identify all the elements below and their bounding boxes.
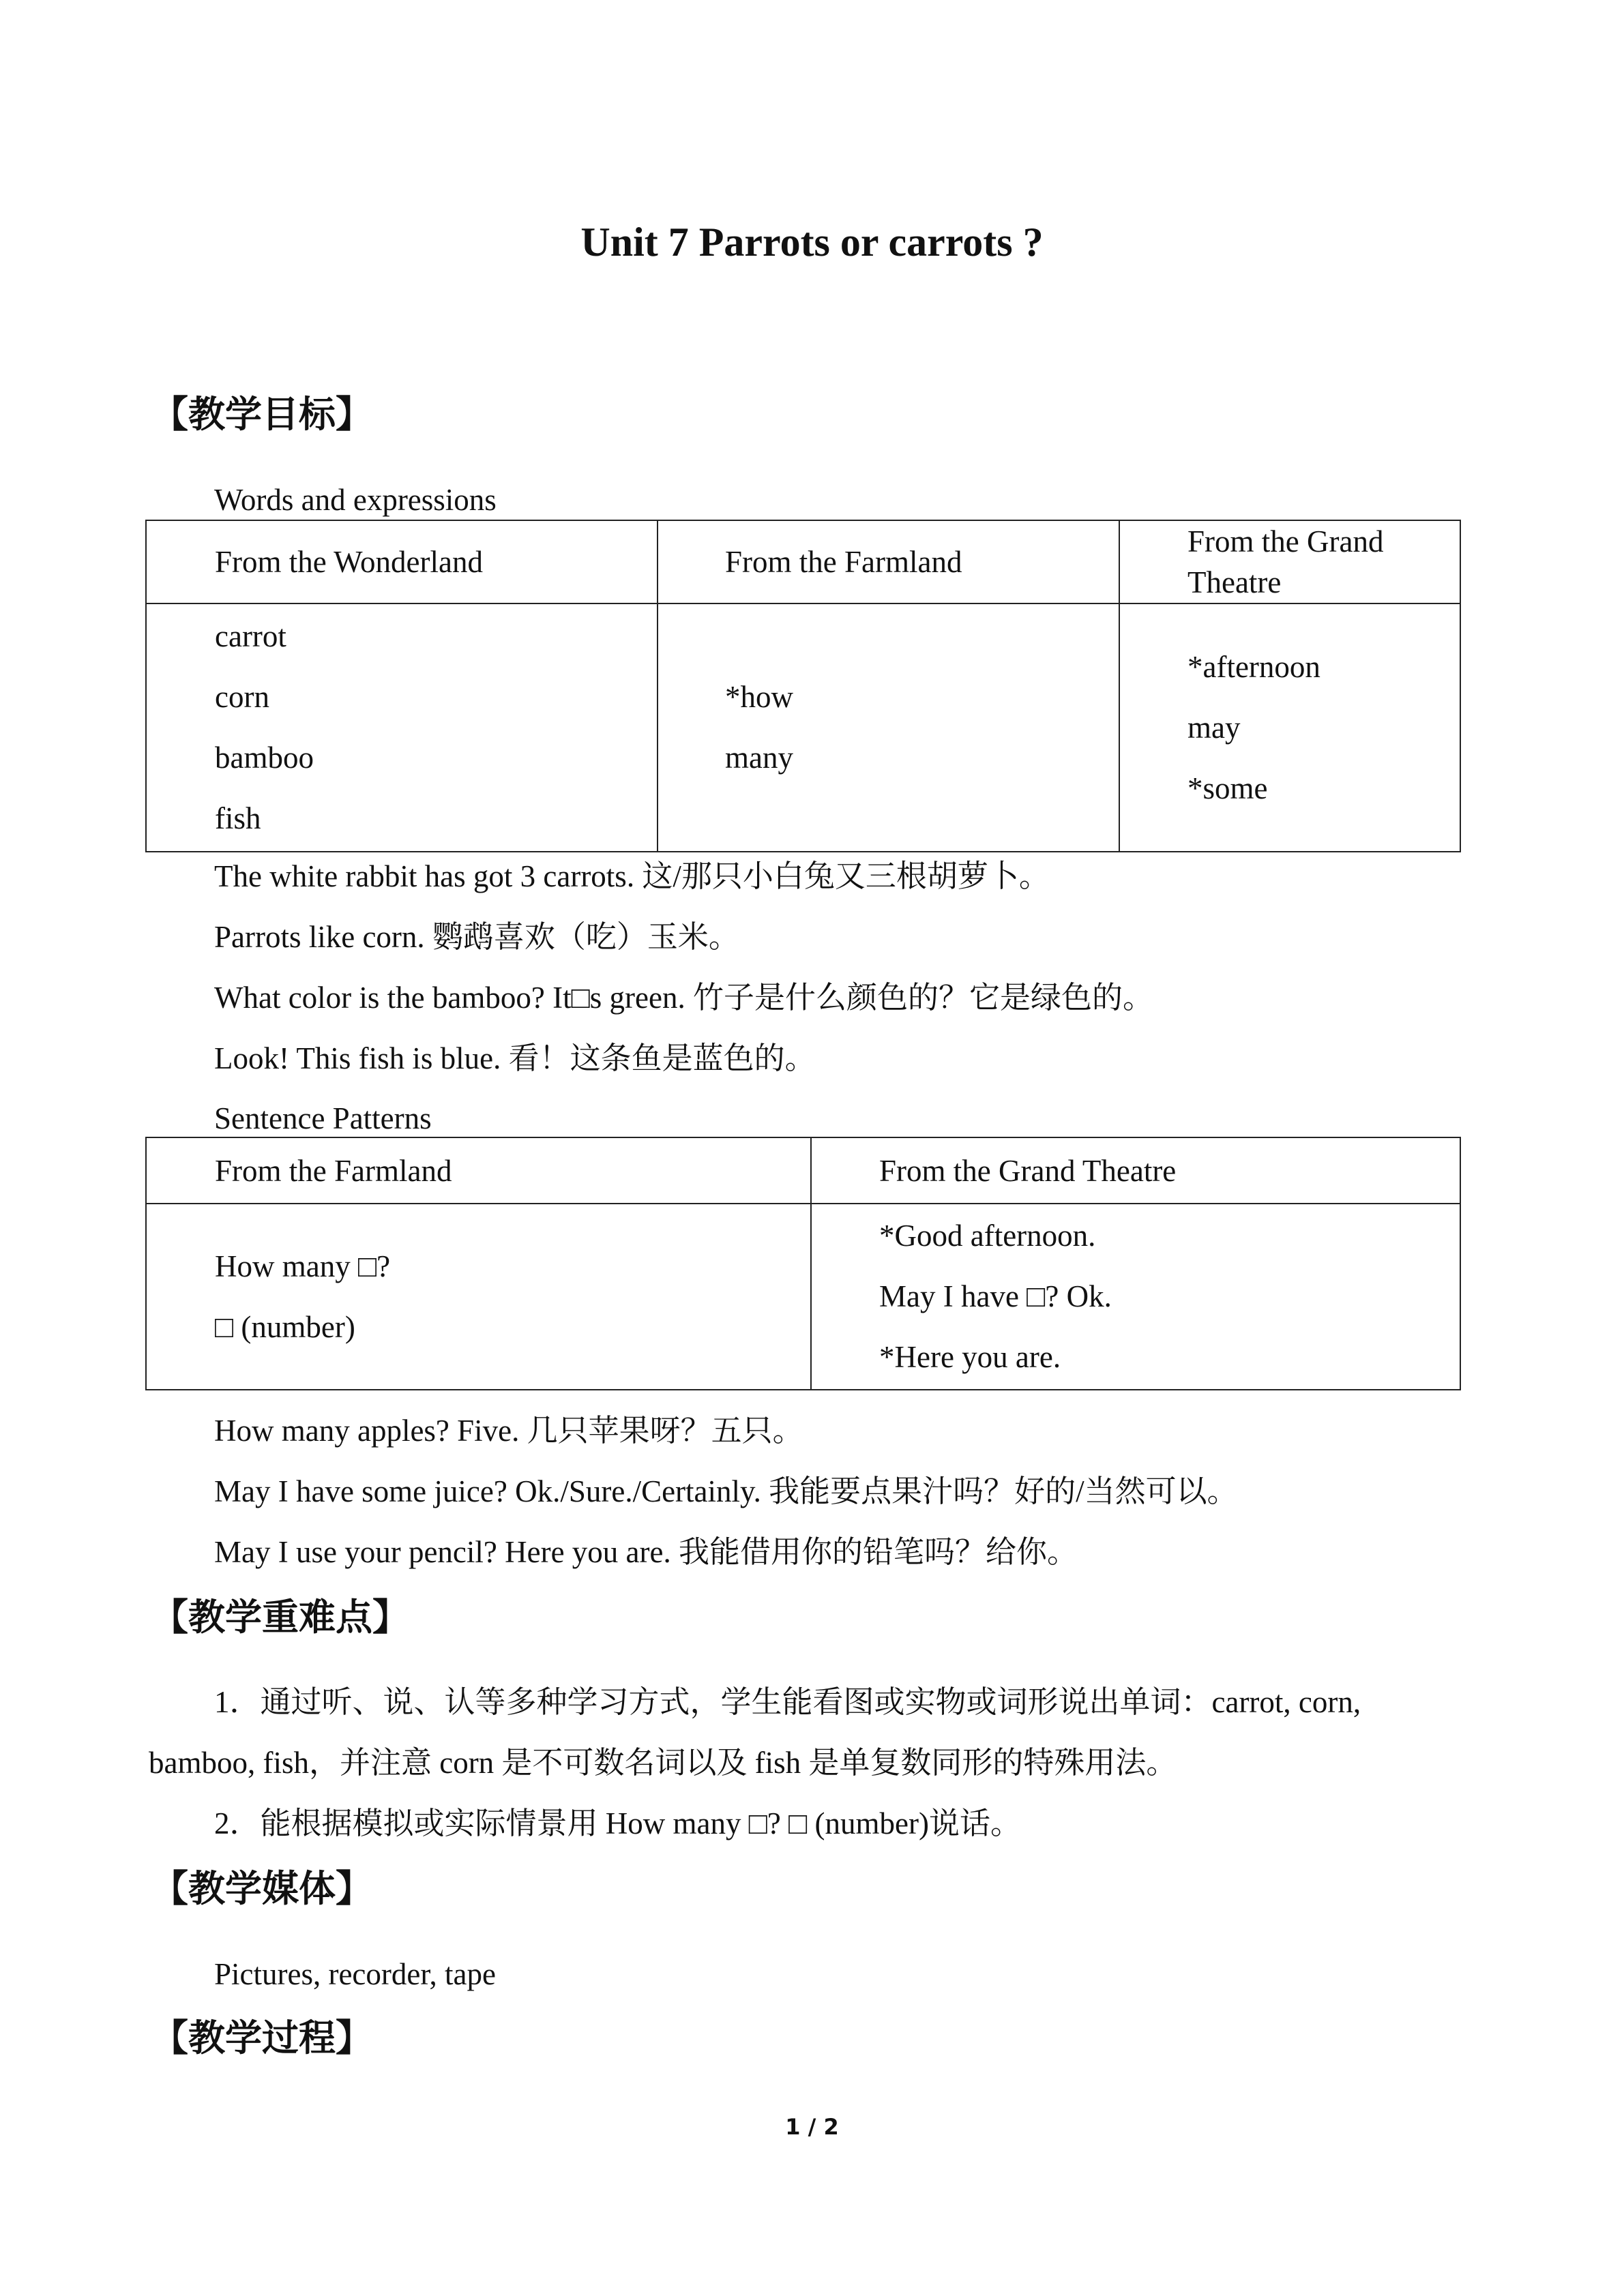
sentence-pattern-item: May I have □? Ok.: [879, 1279, 1112, 1313]
sentence-cell-farmland: [146, 1204, 811, 1390]
key-point-2: 2．能根据模拟或实际情景用 How many □? □ (number)说话。: [214, 1806, 1021, 1840]
word-item: corn: [215, 680, 269, 714]
sentence-patterns-table: [145, 1137, 1461, 1390]
words-header-wonderland: From the Wonderland: [146, 520, 658, 603]
words-cell-wonderland: [146, 603, 658, 852]
sentence-pattern-item: How many □?: [215, 1249, 391, 1283]
words-header-grand-theatre: From the Grand Theatre: [1119, 520, 1460, 603]
word-example-2: Parrots like corn. 鹦鹉喜欢（吃）玉米。: [214, 920, 739, 954]
sentence-example-3: May I use your pencil? Here you are. 我能借用你的铅笔吗？给你。: [214, 1535, 1078, 1569]
words-label: Words and expressions: [214, 483, 497, 517]
word-item: fish: [215, 801, 261, 835]
sentence-example-1: How many apples? Five. 几只苹果呀？五只。: [214, 1414, 803, 1448]
media-list: Pictures, recorder, tape: [214, 1957, 496, 1991]
sentence-header-grand-theatre: From the Grand Theatre: [811, 1137, 1460, 1204]
word-example-4: Look! This fish is blue. 看！这条鱼是蓝色的。: [214, 1041, 816, 1075]
words-cell-grand-theatre: [1119, 603, 1460, 852]
sentence-patterns-label: Sentence Patterns: [214, 1101, 432, 1135]
key-point-1-line-1: 1．通过听、说、认等多种学习方式，学生能看图或实物或词形说出单词：carrot, corn,: [214, 1685, 1361, 1719]
word-item: *how: [725, 680, 793, 714]
word-item: bamboo: [215, 741, 314, 775]
sentence-cell-grand-theatre: [811, 1204, 1460, 1390]
sentence-header-farmland: From the Farmland: [146, 1137, 811, 1204]
sentence-table-body-row: [146, 1204, 1460, 1390]
word-example-1: The white rabbit has got 3 carrots. 这/那只小白兔又三根胡萝卜。: [214, 859, 1050, 893]
key-point-1-line-2: bamboo, fish，并注意 corn 是不可数名词以及 fish 是单复数同形的特殊用法。: [149, 1746, 1177, 1780]
document-title: Unit 7 Parrots or carrots ?: [580, 220, 1044, 265]
words-table: [145, 520, 1461, 852]
word-item: *some: [1187, 771, 1268, 805]
word-item: carrot: [215, 619, 286, 653]
words-table-body-row: [146, 603, 1460, 852]
word-example-3: What color is the bamboo? It□s green. 竹子是什么颜色的？它是绿色的。: [214, 981, 1153, 1015]
sentence-pattern-item: □ (number): [215, 1309, 355, 1344]
sentence-pattern-item: *Here you are.: [879, 1340, 1061, 1374]
word-item: *afternoon: [1187, 649, 1320, 684]
sentence-pattern-item: *Good afternoon.: [879, 1219, 1096, 1253]
section-heading-process: 【教学过程】: [151, 2016, 372, 2059]
sentence-table-header-row: [146, 1137, 1460, 1204]
section-heading-key-points: 【教学重难点】: [151, 1596, 409, 1639]
word-item: many: [725, 741, 793, 775]
words-header-farmland: From the Farmland: [658, 520, 1119, 603]
words-table-header-row: [146, 520, 1460, 603]
sentence-example-2: May I have some juice? Ok./Sure./Certainly. 我能要点果汁吗？好的/当然可以。: [214, 1474, 1238, 1508]
words-cell-farmland: [658, 603, 1119, 852]
section-heading-objectives: 【教学目标】: [151, 393, 372, 436]
section-heading-media: 【教学媒体】: [151, 1867, 372, 1910]
page-number: 1 / 2: [785, 2114, 839, 2140]
word-item: may: [1187, 710, 1241, 745]
